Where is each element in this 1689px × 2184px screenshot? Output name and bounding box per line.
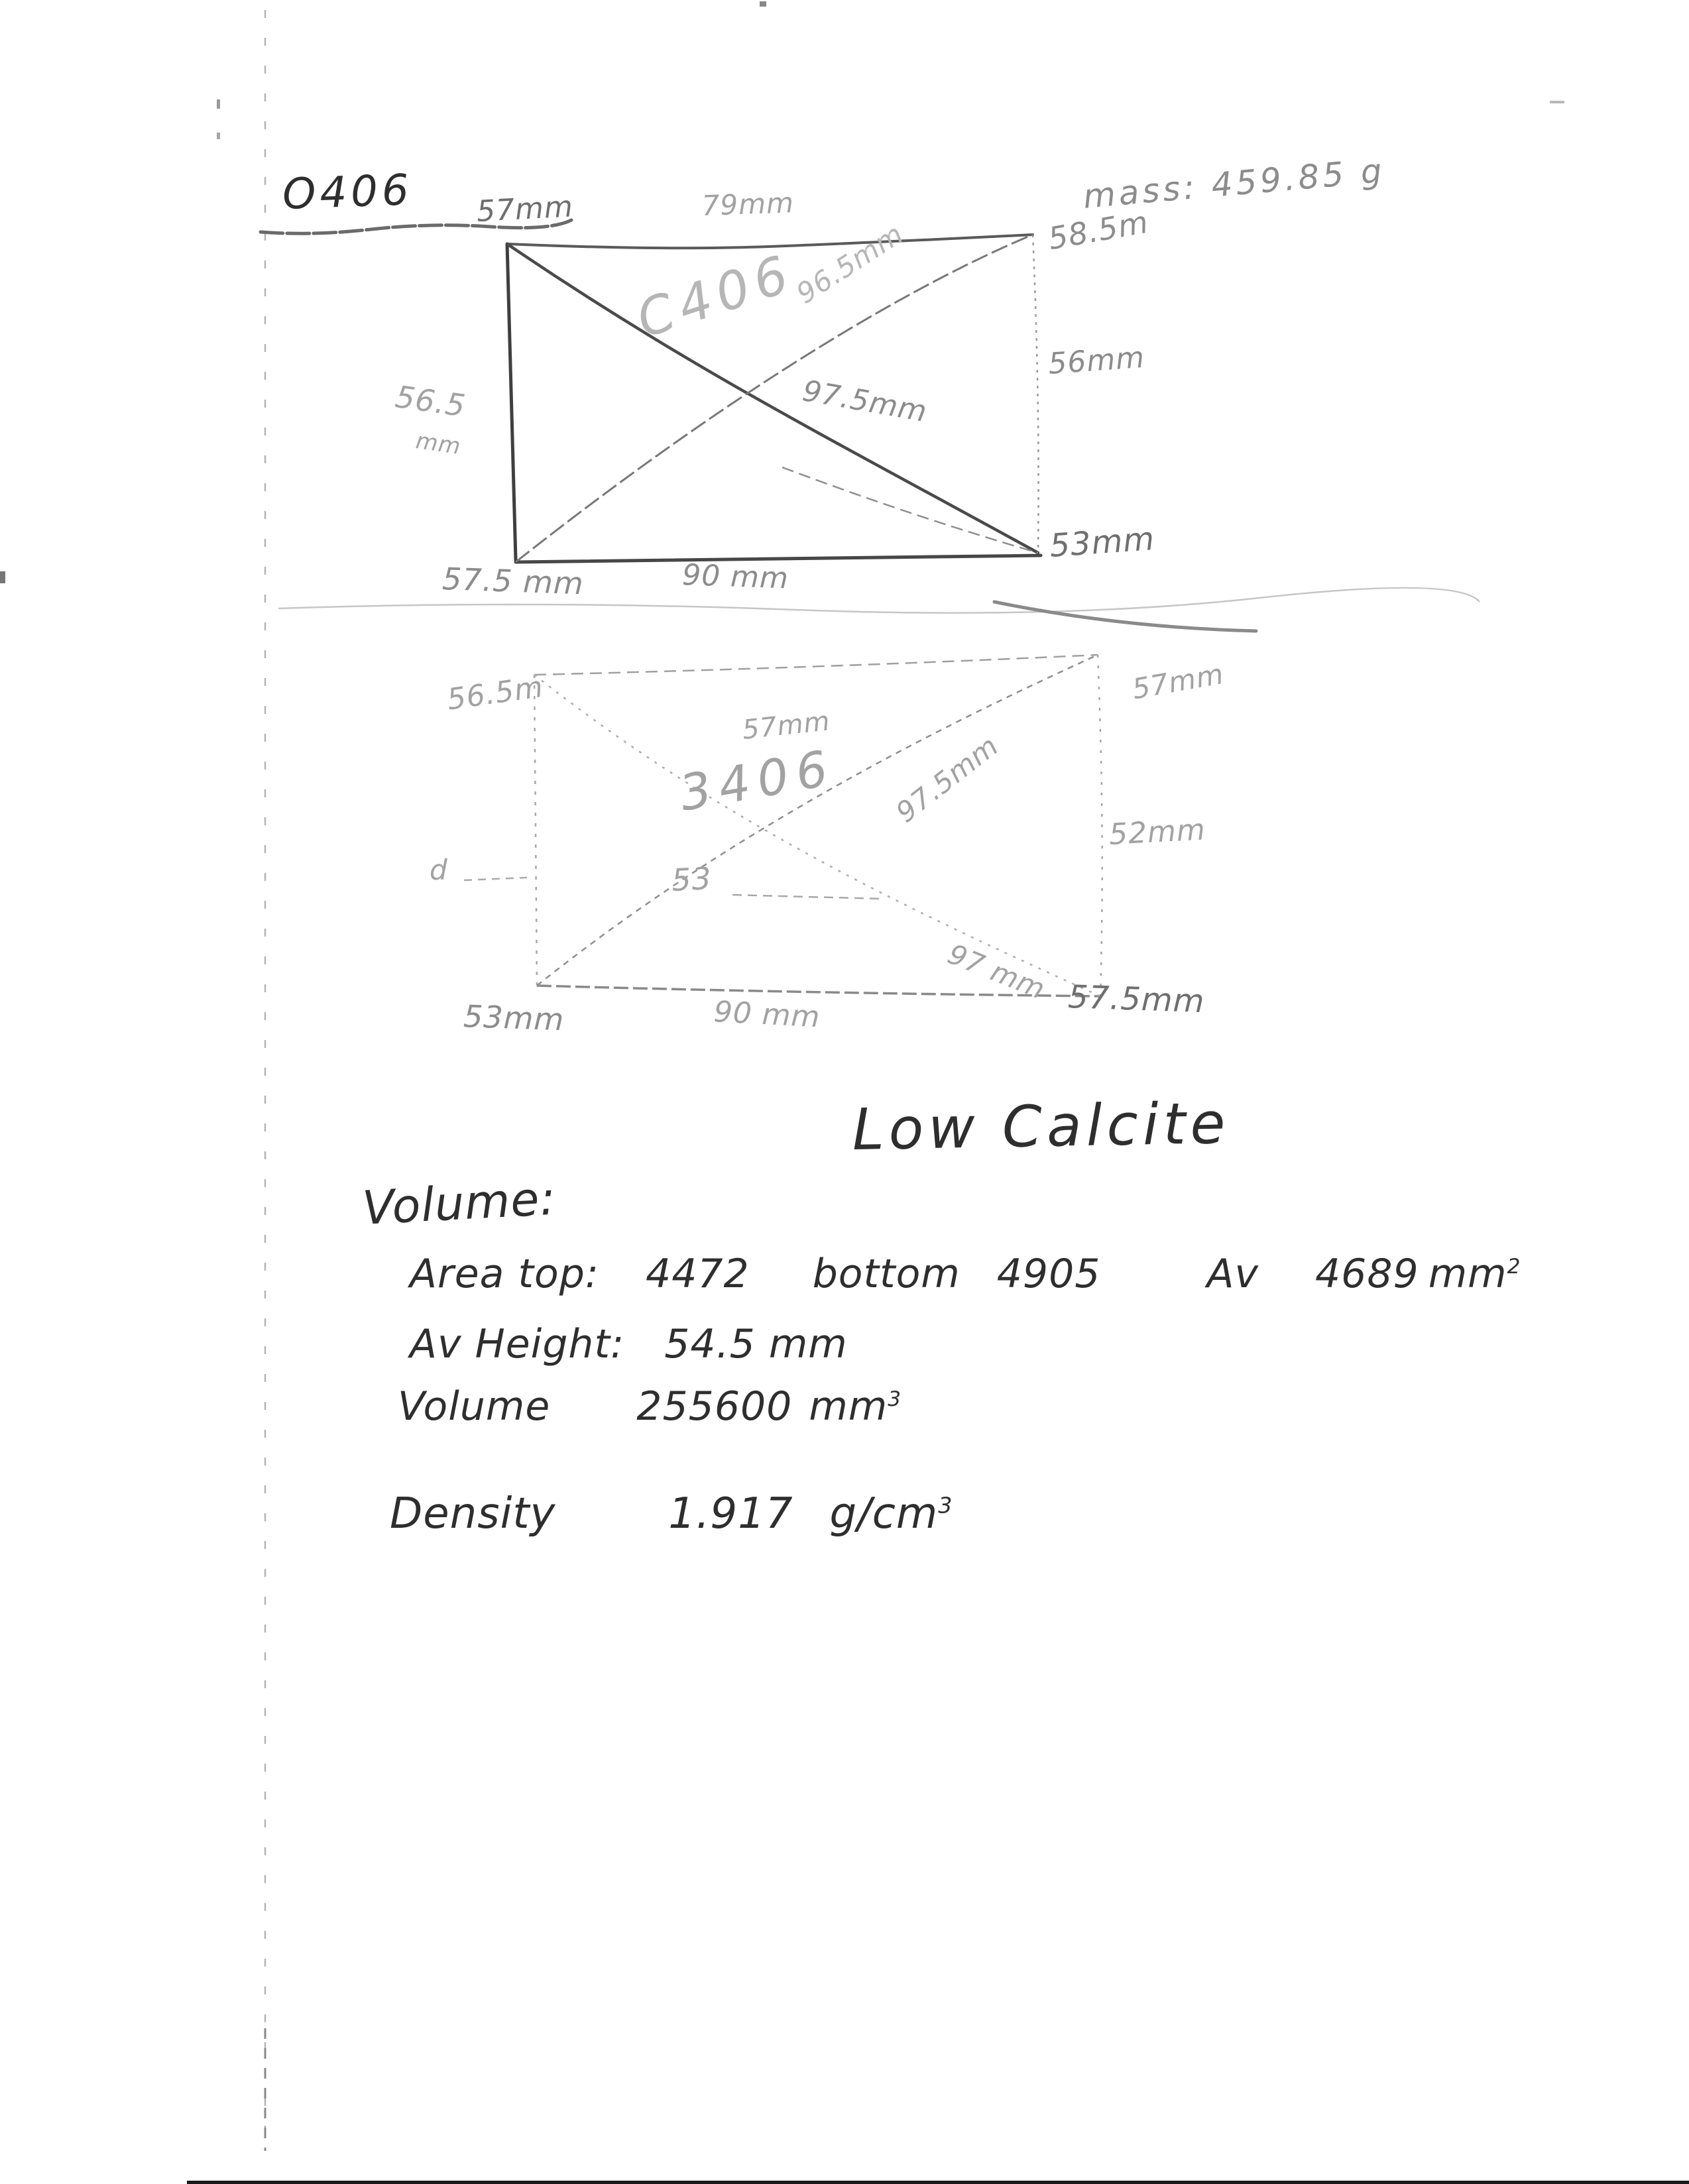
bottom-sketch-label-diag-lower: 97 mm: [943, 937, 1050, 1006]
bottom-sketch-label-top-right: 57mm: [1130, 657, 1226, 706]
bottom-sketch-diagonal-bltr: [537, 655, 1098, 986]
bottom-sketch-label-right-side: 52mm: [1108, 813, 1206, 852]
bottom-sketch-label-top-center: 57mm: [740, 706, 832, 746]
mass-note: mass: 459.85 g: [1081, 151, 1387, 216]
bottom-sketch-right-edge: [1098, 655, 1102, 996]
top-sketch-label-top-left: 57mm: [475, 190, 574, 229]
area-top-value: 4472: [646, 1251, 750, 1297]
density-unit: $g/cm^3$: [829, 1489, 953, 1538]
top-sketch-top-edge: [507, 235, 1033, 248]
top-sketch-left-edge: [507, 244, 516, 560]
top-sketch-label-top-center: 79mm: [701, 186, 795, 222]
top-sketch-label-left-side-value: 56.5: [393, 378, 468, 424]
volume-heading: Volume:: [361, 1171, 557, 1236]
scan-crease-dark-segment: [994, 602, 1256, 631]
bottom-sketch-left-edge: [534, 675, 537, 986]
density-value: 1.917: [668, 1489, 793, 1538]
top-sketch-label-right-side: 56mm: [1047, 340, 1146, 381]
top-sketch-right-edge: [1033, 235, 1039, 553]
top-sketch-arc: [782, 467, 1038, 553]
top-sketch-label-bottom-center: 90 mm: [681, 558, 789, 596]
scan-edge-bar: [187, 2181, 1689, 2184]
scan-speck: [760, 1, 766, 7]
center-note-arrow: [732, 895, 882, 899]
area-bottom-value: 4905: [996, 1251, 1101, 1297]
volume-unit-exponent: 3: [888, 1387, 902, 1411]
page-heading: O406: [281, 166, 414, 219]
area-unit-exponent: 2: [1507, 1255, 1521, 1279]
bottom-sketch-center-note: 53: [670, 860, 713, 898]
area-line-label: Area top:: [410, 1251, 600, 1297]
density-line: [390, 1489, 953, 1538]
bottom-sketch-label-bottom-center: 90 mm: [713, 995, 821, 1035]
top-sketch-label-left-side-unit: mm: [414, 428, 463, 461]
top-sketch-label-bottom-right: 53mm: [1048, 520, 1156, 565]
avg-height-value: 54.5 mm: [664, 1321, 848, 1367]
volume-line: [398, 1383, 902, 1430]
scan-speck: [0, 571, 5, 583]
volume-unit: $mm^3$: [809, 1383, 902, 1430]
area-bottom-label: bottom: [812, 1251, 961, 1297]
scan-speck: [217, 133, 220, 139]
top-sketch-label-bottom-left: 57.5 mm: [441, 561, 585, 602]
avg-height-label: Av Height:: [410, 1321, 625, 1367]
top-sketch-label-top-right: 58.5m: [1045, 203, 1151, 257]
density-unit-exponent: 3: [938, 1492, 953, 1519]
bottom-sketch-left-note: d: [430, 854, 448, 886]
volume-value: 255600: [636, 1383, 793, 1430]
area-line: [410, 1251, 1521, 1297]
bottom-sketch-label-bottom-left: 53mm: [463, 998, 565, 1038]
bottom-sketch-top-edge: [534, 655, 1098, 675]
avg-height-line: [410, 1321, 848, 1367]
density-label: Density: [390, 1489, 556, 1538]
scan-speck: [1550, 101, 1564, 103]
bottom-sketch-label-top-left: 56.5m: [445, 669, 546, 717]
top-sketch-label-diag-lower: 97.5mm: [799, 374, 930, 430]
notes-title: Low Calcite: [851, 1090, 1231, 1163]
area-unit: $mm^2$: [1428, 1251, 1521, 1297]
area-average-value: 4689: [1315, 1251, 1419, 1297]
volume-label: Volume: [398, 1383, 551, 1430]
area-average-label: Av: [1206, 1251, 1259, 1297]
scan-speck: [217, 99, 220, 109]
left-note-dash: [464, 878, 527, 880]
top-sketch-label-diag-upper: 96.5mm: [790, 217, 909, 310]
bottom-sketch-label-bottom-right: 57.5mm: [1067, 978, 1206, 1021]
top-sketch-inner-label: C406: [630, 243, 802, 350]
bottom-sketch-inner-label: 3406: [675, 739, 840, 823]
bottom-sketch-label-diag-upper: 97.5mm: [890, 729, 1005, 829]
